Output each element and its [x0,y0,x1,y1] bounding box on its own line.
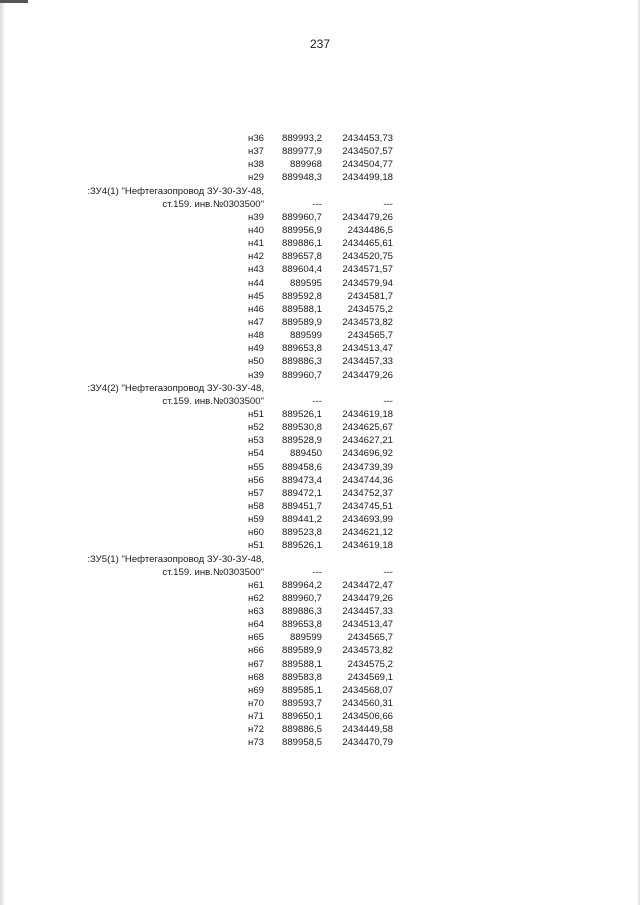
table-row [0,526,640,539]
point-label: н64 [248,619,264,631]
section-title-row [0,185,640,198]
coord-x: 889653,8 [281,619,322,631]
table-row [0,316,640,329]
coord-y: 2434560,31 [342,698,393,710]
coord-x: 889451,7 [281,500,322,512]
point-label: н52 [248,422,264,434]
point-label: н61 [248,579,264,591]
coord-x: 889530,8 [281,422,322,434]
coord-y: 2434472,47 [342,579,393,591]
coord-y: 2434479,26 [342,592,393,604]
point-label: н37 [248,146,264,158]
point-label: н47 [248,316,264,328]
table-row [0,290,640,303]
table-row [0,684,640,697]
coord-x: 889968 [289,159,322,171]
coord-x: 889589,9 [281,316,322,328]
coord-x: 889593,7 [281,698,322,710]
coord-x: 889588,1 [281,658,322,670]
section-title-row [0,382,640,395]
table-row [0,434,640,447]
coord-y: 2434506,66 [342,711,393,723]
point-label: н57 [248,487,264,499]
coord-y: 2434575,2 [347,303,393,315]
coord-y: 2434575,2 [347,658,393,670]
point-label: н63 [248,606,264,618]
point-label: н43 [248,264,264,276]
table-row [0,539,640,552]
table-row [0,658,640,671]
point-label: н29 [248,172,264,184]
coord-y: 2434573,82 [342,645,393,657]
point-label: н50 [248,356,264,368]
point-label: н72 [248,724,264,736]
coord-x: 889592,8 [281,290,322,302]
coord-x: 889599 [289,632,322,644]
coord-x: 889960,7 [281,592,322,604]
coord-x: 889599 [289,330,322,342]
table-row [0,723,640,736]
table-row [0,671,640,684]
table-row [0,211,640,224]
coord-y: 2434486,5 [347,224,393,236]
coord-y: 2434619,18 [342,408,393,420]
coord-y: 2434470,79 [342,737,393,749]
point-label: н45 [248,290,264,302]
table-row [0,303,640,316]
point-label: н48 [248,330,264,342]
coord-y: 2434739,39 [342,461,393,473]
table-row [0,132,640,145]
table-row [0,224,640,237]
section-title: :ЗУ4(2) "Нефтегазопровод ЗУ-30-ЗУ-48, [87,382,264,394]
coord-y: 2434465,61 [342,238,393,250]
point-label: н42 [248,251,264,263]
coord-y-empty: --- [383,198,393,210]
point-label: н51 [248,540,264,552]
coord-x: 889589,9 [281,645,322,657]
point-label: н41 [248,238,264,250]
page-number: 237 [309,37,331,51]
table-row [0,644,640,657]
coord-y: 2434744,36 [342,474,393,486]
coord-x: 889960,7 [281,369,322,381]
table-row [0,710,640,723]
coord-y: 2434479,26 [342,369,393,381]
coord-x: 889588,1 [281,303,322,315]
point-label: н36 [248,133,264,144]
coord-y-empty: --- [383,395,393,407]
section-title-row [0,553,640,566]
coord-y: 2434568,07 [342,684,393,696]
point-label: н67 [248,658,264,670]
table-row [0,342,640,355]
coord-x: 889472,1 [281,487,322,499]
coord-y: 2434457,33 [342,606,393,618]
table-row [0,355,640,368]
coord-y: 2434499,18 [342,172,393,184]
point-label: н68 [248,671,264,683]
coord-y: 2434507,57 [342,146,393,158]
coord-x: 889585,1 [281,684,322,696]
table-row [0,461,640,474]
section-subtitle: ст.159. инв.№0303500" [162,566,264,578]
table-row [0,736,640,749]
point-label: н60 [248,527,264,539]
table-row [0,447,640,460]
table-row [0,237,640,250]
section-title: :ЗУ5(1) "Нефтегазопровод ЗУ-30-ЗУ-48, [87,553,264,565]
point-label: н39 [248,369,264,381]
point-label: н51 [248,408,264,420]
coord-x: 889595 [289,277,322,289]
coord-y: 2434627,21 [342,435,393,447]
table-row [0,605,640,618]
section-subtitle: ст.159. инв.№0303500" [162,198,264,210]
coord-x: 889886,3 [281,606,322,618]
coord-y: 2434479,26 [342,211,393,223]
section-subtitle-row [0,198,640,211]
coord-y: 2434621,12 [342,527,393,539]
point-label: н56 [248,474,264,486]
coord-x: 889441,2 [281,514,322,526]
coord-y: 2434457,33 [342,356,393,368]
section-title: :ЗУ4(1) "Нефтегазопровод ЗУ-30-ЗУ-48, [87,185,264,197]
table-row [0,369,640,382]
coord-x: 889473,4 [281,474,322,486]
coord-x: 889526,1 [281,408,322,420]
coord-x: 889977,9 [281,146,322,158]
table-row [0,592,640,605]
point-label: н55 [248,461,264,473]
scan-mark-top [0,0,28,3]
point-label: н66 [248,645,264,657]
coord-x: 889528,9 [281,435,322,447]
coord-y: 2434745,51 [342,500,393,512]
section-subtitle-row [0,566,640,579]
table-row [0,500,640,513]
coord-y-empty: --- [383,566,393,578]
coord-y: 2434573,82 [342,316,393,328]
coord-x: 889526,1 [281,540,322,552]
coord-y: 2434513,47 [342,619,393,631]
table-row [0,579,640,592]
table-row [0,513,640,526]
point-label: н69 [248,684,264,696]
table-row [0,697,640,710]
coord-y: 2434565,7 [347,632,393,644]
coord-x-empty: --- [312,566,322,578]
point-label: н40 [248,224,264,236]
coord-x: 889657,8 [281,251,322,263]
coord-x-empty: --- [312,198,322,210]
coord-y: 2434693,99 [342,514,393,526]
point-label: н58 [248,500,264,512]
table-row [0,277,640,290]
coord-x: 889964,2 [281,579,322,591]
coord-y: 2434579,94 [342,277,393,289]
point-label: н53 [248,435,264,447]
coord-x: 889886,1 [281,238,322,250]
coord-y: 2434565,7 [347,330,393,342]
table-row [0,158,640,171]
coord-x: 889958,5 [281,737,322,749]
table-row [0,145,640,158]
point-label: н65 [248,632,264,644]
coord-y: 2434625,67 [342,422,393,434]
point-label: н39 [248,211,264,223]
table-row [0,408,640,421]
coord-x: 889886,5 [281,724,322,736]
coord-x: 889604,4 [281,264,322,276]
point-label: н49 [248,343,264,355]
coord-y: 2434696,92 [342,448,393,460]
point-label: н70 [248,698,264,710]
coord-x: 889650,1 [281,711,322,723]
point-label: н46 [248,303,264,315]
point-label: н62 [248,592,264,604]
coord-x: 889458,6 [281,461,322,473]
coord-y: 2434513,47 [342,343,393,355]
table-row [0,618,640,631]
coordinates-table [0,132,640,750]
coord-y: 2434504,77 [342,159,393,171]
point-label: н54 [248,448,264,460]
point-label: н38 [248,159,264,171]
table-row [0,250,640,263]
coord-x: 889886,3 [281,356,322,368]
section-subtitle: ст.159. инв.№0303500" [162,395,264,407]
coord-y: 2434752,37 [342,487,393,499]
coord-x: 889583,8 [281,671,322,683]
table-row [0,263,640,276]
coord-y: 2434569,1 [347,671,393,683]
point-label: н59 [248,514,264,526]
coord-x-empty: --- [312,395,322,407]
coord-x: 889948,3 [281,172,322,184]
table-row [0,487,640,500]
section-subtitle-row [0,395,640,408]
point-label: н44 [248,277,264,289]
table-row [0,329,640,342]
table-row [0,631,640,644]
coord-x: 889523,8 [281,527,322,539]
coord-x: 889956,9 [281,224,322,236]
table-row [0,421,640,434]
coord-y: 2434453,73 [342,133,393,144]
table-row [0,171,640,184]
point-label: н73 [248,737,264,749]
coord-x: 889960,7 [281,211,322,223]
coord-x: 889653,8 [281,343,322,355]
coord-y: 2434581,7 [347,290,393,302]
coord-x: 889993,2 [281,133,322,144]
point-label: н71 [248,711,264,723]
coord-y: 2434619,18 [342,540,393,552]
table-row [0,474,640,487]
coord-y: 2434449,58 [342,724,393,736]
coord-y: 2434571,57 [342,264,393,276]
coord-y: 2434520,75 [342,251,393,263]
coord-x: 889450 [289,448,322,460]
